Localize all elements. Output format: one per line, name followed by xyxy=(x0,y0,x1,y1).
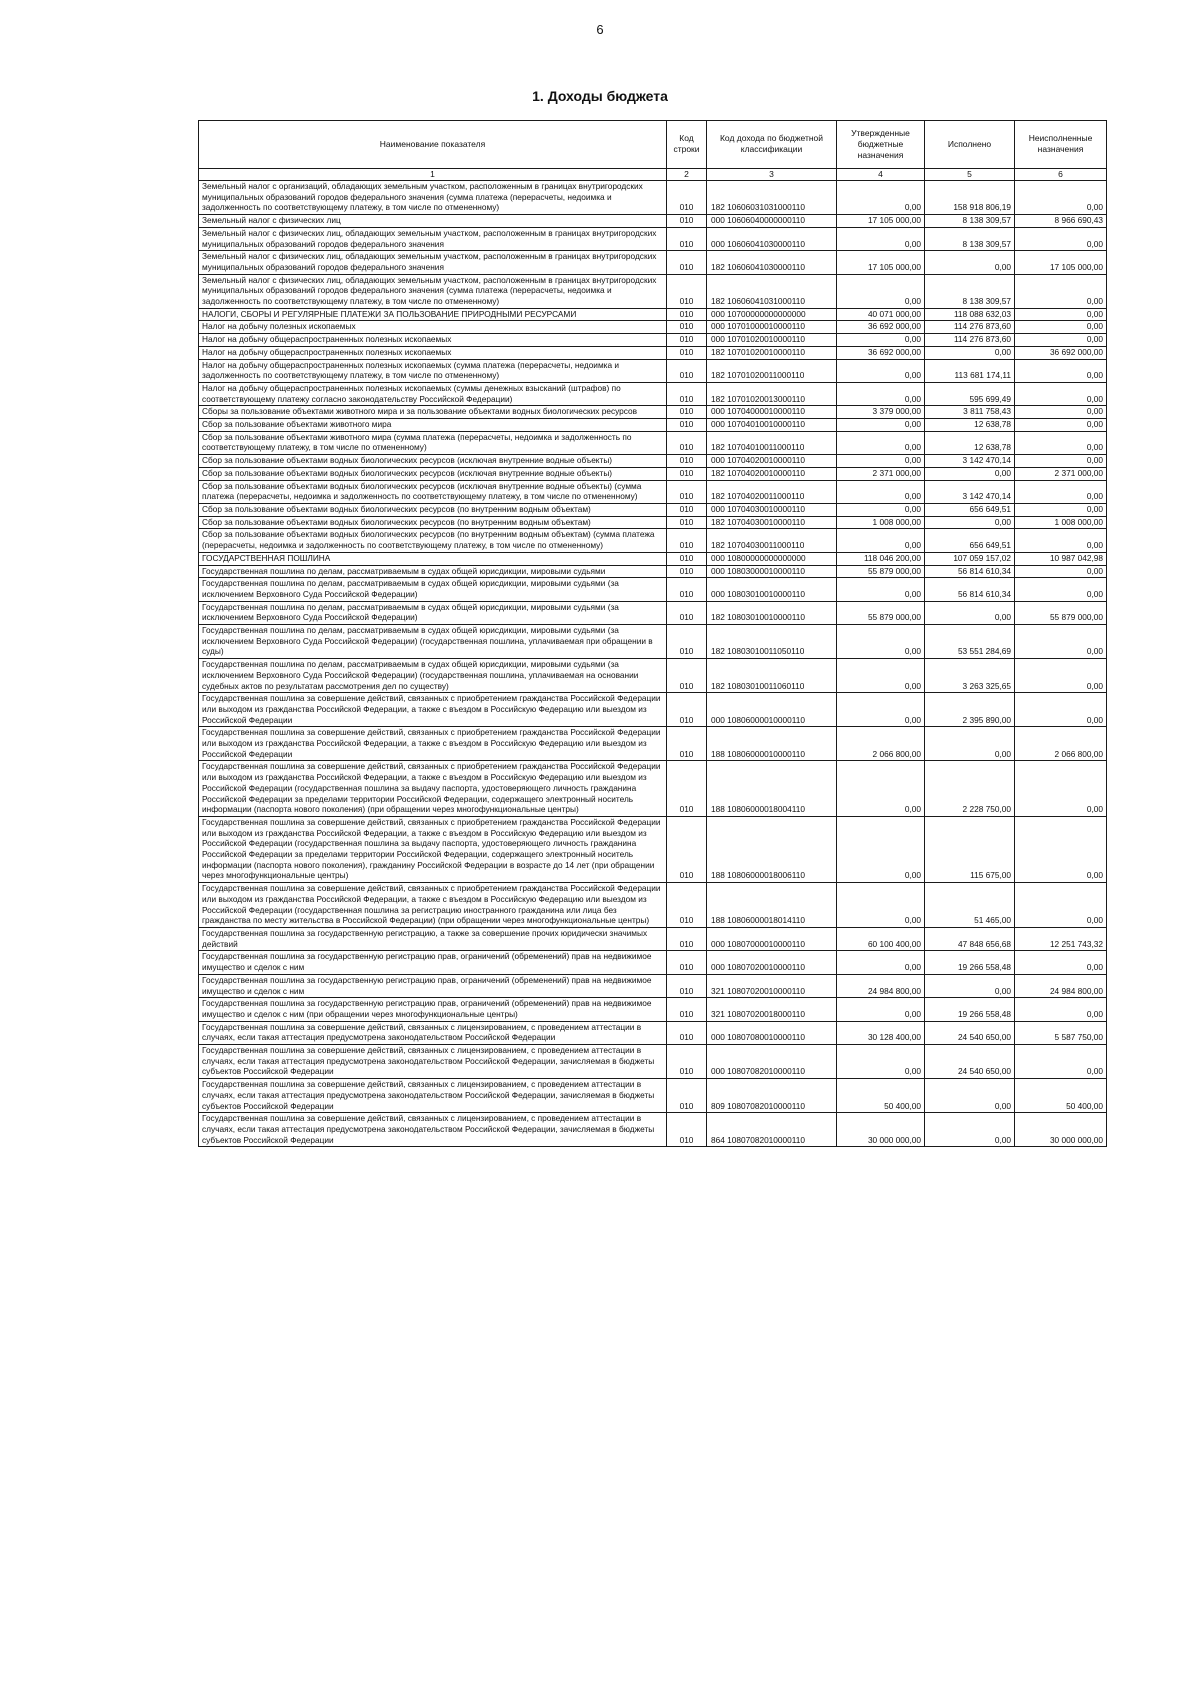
cell-approved: 0,00 xyxy=(837,274,925,308)
cell-unexecuted: 0,00 xyxy=(1015,883,1107,928)
cell-unexecuted: 0,00 xyxy=(1015,321,1107,334)
cell-executed: 656 649,51 xyxy=(925,529,1015,552)
cell-income-code: 182 10704030011000110 xyxy=(707,529,837,552)
cell-unexecuted: 0,00 xyxy=(1015,274,1107,308)
cell-indicator-name: Сбор за пользование объектами животного мира xyxy=(199,419,667,432)
cell-unexecuted: 0,00 xyxy=(1015,816,1107,882)
cell-line-code: 010 xyxy=(667,321,707,334)
cell-line-code: 010 xyxy=(667,382,707,405)
cell-unexecuted: 0,00 xyxy=(1015,565,1107,578)
cell-approved: 0,00 xyxy=(837,998,925,1021)
table-row xyxy=(199,928,1107,951)
cell-indicator-name: Государственная пошлина за совершение действий, связанных с лицензированием, с проведением аттестации в случаях, если такая аттестация предусмотрена законодательством Российской Федерации xyxy=(199,1021,667,1044)
cell-line-code: 010 xyxy=(667,274,707,308)
cell-executed: 8 138 309,57 xyxy=(925,274,1015,308)
table-row xyxy=(199,974,1107,997)
cell-income-code: 000 10606041030000110 xyxy=(707,227,837,250)
cell-income-code: 000 10803000010000110 xyxy=(707,565,837,578)
table-row xyxy=(199,951,1107,974)
table-row xyxy=(199,1113,1107,1147)
cell-approved: 55 879 000,00 xyxy=(837,565,925,578)
cell-indicator-name: Налог на добычу общераспространенных полезных ископаемых (суммы денежных взысканий (штрафов) по соответствующему платежу согласно законодательству Российской Федерации) xyxy=(199,382,667,405)
header-indicator-name: Наименование показателя xyxy=(199,121,667,169)
cell-indicator-name: Земельный налог с физических лиц, обладающих земельным участком, расположенным в границах внутригородских муниципальных образований городов федерального значения (сумма платежа (перерасчеты, недоимка и задолженность по соответствующему платежу, в том числе по отмененному) xyxy=(199,274,667,308)
table-row xyxy=(199,529,1107,552)
table-body xyxy=(199,181,1107,1147)
cell-income-code: 182 10606041030000110 xyxy=(707,251,837,274)
cell-unexecuted: 0,00 xyxy=(1015,308,1107,321)
table-header-row xyxy=(199,121,1107,169)
cell-unexecuted: 0,00 xyxy=(1015,334,1107,347)
cell-line-code: 010 xyxy=(667,1045,707,1079)
table-row xyxy=(199,406,1107,419)
cell-executed: 0,00 xyxy=(925,516,1015,529)
cell-unexecuted: 0,00 xyxy=(1015,503,1107,516)
cell-income-code: 000 10701020010000110 xyxy=(707,334,837,347)
cell-approved: 17 105 000,00 xyxy=(837,251,925,274)
cell-executed: 115 675,00 xyxy=(925,816,1015,882)
cell-unexecuted: 30 000 000,00 xyxy=(1015,1113,1107,1147)
cell-line-code: 010 xyxy=(667,1113,707,1147)
cell-unexecuted: 10 987 042,98 xyxy=(1015,552,1107,565)
cell-unexecuted: 2 371 000,00 xyxy=(1015,467,1107,480)
cell-indicator-name: Сбор за пользование объектами водных биологических ресурсов (по внутренним водным объектам) (сумма платежа (перерасчеты, недоимка и задолженность по соответствующему платежу, в том числе по отмененному) xyxy=(199,529,667,552)
table-row xyxy=(199,346,1107,359)
cell-executed: 12 638,78 xyxy=(925,419,1015,432)
cell-unexecuted: 0,00 xyxy=(1015,431,1107,454)
table-row xyxy=(199,227,1107,250)
cell-unexecuted: 55 879 000,00 xyxy=(1015,601,1107,624)
document-title: 1. Доходы бюджета xyxy=(532,88,668,104)
cell-income-code: 864 10807082010000110 xyxy=(707,1113,837,1147)
cell-income-code: 000 10704010010000110 xyxy=(707,419,837,432)
cell-executed: 656 649,51 xyxy=(925,503,1015,516)
budget-revenue-table xyxy=(198,120,1107,1147)
cell-income-code: 000 10700000000000000 xyxy=(707,308,837,321)
cell-approved: 0,00 xyxy=(837,382,925,405)
cell-unexecuted: 0,00 xyxy=(1015,181,1107,215)
cell-indicator-name: ГОСУДАРСТВЕННАЯ ПОШЛИНА xyxy=(199,552,667,565)
column-number: 4 xyxy=(837,169,925,181)
cell-line-code: 010 xyxy=(667,181,707,215)
cell-indicator-name: Государственная пошлина за совершение действий, связанных с приобретением гражданства Российской Федерации или выходом из гражданства Российской Федерации, а также с въездом в Российскую Федерацию или выездом из Российской Федерации (государственная пошлина за выдачу паспорта, удостоверяющего личность гражданина Российской Федерации за пределами территории Российской Федерации, содержащего электронный носитель информации (паспорта нового поколения), гражданину Российской Федерации в возрасте до 14 лет (при обращении через многофункциональные центры) xyxy=(199,816,667,882)
cell-approved: 36 692 000,00 xyxy=(837,346,925,359)
cell-income-code: 188 10806000018004110 xyxy=(707,761,837,817)
cell-line-code: 010 xyxy=(667,693,707,727)
cell-line-code: 010 xyxy=(667,565,707,578)
cell-line-code: 010 xyxy=(667,359,707,382)
cell-executed: 0,00 xyxy=(925,974,1015,997)
cell-approved: 36 692 000,00 xyxy=(837,321,925,334)
cell-executed: 0,00 xyxy=(925,1079,1015,1113)
cell-unexecuted: 50 400,00 xyxy=(1015,1079,1107,1113)
cell-indicator-name: Государственная пошлина по делам, рассматриваемым в судах общей юрисдикции, мировыми судьями xyxy=(199,565,667,578)
cell-indicator-name: Государственная пошлина за государственную регистрацию прав, ограничений (обременений) прав на недвижимое имущество и сделок с ним xyxy=(199,974,667,997)
table-row xyxy=(199,998,1107,1021)
cell-approved: 0,00 xyxy=(837,334,925,347)
column-number: 1 xyxy=(199,169,667,181)
cell-unexecuted: 0,00 xyxy=(1015,951,1107,974)
cell-income-code: 000 10606040000000110 xyxy=(707,215,837,228)
cell-unexecuted: 0,00 xyxy=(1015,382,1107,405)
cell-line-code: 010 xyxy=(667,552,707,565)
cell-income-code: 182 10803010011060110 xyxy=(707,659,837,693)
cell-approved: 0,00 xyxy=(837,419,925,432)
cell-line-code: 010 xyxy=(667,1079,707,1113)
cell-line-code: 010 xyxy=(667,601,707,624)
header-approved: Утвержденные бюджетные назначения xyxy=(837,121,925,169)
cell-indicator-name: Государственная пошлина за совершение действий, связанных с лицензированием, с проведением аттестации в случаях, если такая аттестация предусмотрена законодательством Российской Федерации, зачисляемая в бюджеты субъектов Российской Федерации xyxy=(199,1045,667,1079)
cell-income-code: 321 10807020010000110 xyxy=(707,974,837,997)
cell-executed: 595 699,49 xyxy=(925,382,1015,405)
cell-income-code: 000 10807020010000110 xyxy=(707,951,837,974)
cell-executed: 158 918 806,19 xyxy=(925,181,1015,215)
cell-executed: 19 266 558,48 xyxy=(925,951,1015,974)
cell-approved: 30 128 400,00 xyxy=(837,1021,925,1044)
cell-indicator-name: Государственная пошлина за совершение действий, связанных с приобретением гражданства Российской Федерации или выходом из гражданства Российской Федерации, а также с въездом в Российскую Федерацию или выездом из Российской Федерации (государственная пошлина за выдачу паспорта, удостоверяющего личность гражданина Российской Федерации за пределами территории Российской Федерации, содержащего электронный носитель информации (паспорта нового поколения) (при обращении через многофункциональные центры) xyxy=(199,761,667,817)
cell-executed: 118 088 632,03 xyxy=(925,308,1015,321)
page-number: 6 xyxy=(596,22,604,37)
cell-line-code: 010 xyxy=(667,455,707,468)
cell-line-code: 010 xyxy=(667,974,707,997)
cell-unexecuted: 24 984 800,00 xyxy=(1015,974,1107,997)
cell-income-code: 000 10704020010000110 xyxy=(707,455,837,468)
cell-indicator-name: Сбор за пользование объектами водных биологических ресурсов (исключая внутренние водные объекты) xyxy=(199,467,667,480)
cell-executed: 0,00 xyxy=(925,467,1015,480)
cell-indicator-name: Налог на добычу общераспространенных полезных ископаемых xyxy=(199,334,667,347)
cell-indicator-name: Государственная пошлина за совершение действий, связанных с лицензированием, с проведением аттестации в случаях, если такая аттестация предусмотрена законодательством Российской Федерации, зачисляемая в бюджеты субъектов Российской Федерации xyxy=(199,1113,667,1147)
cell-unexecuted: 0,00 xyxy=(1015,625,1107,659)
cell-unexecuted: 1 008 000,00 xyxy=(1015,516,1107,529)
cell-indicator-name: Земельный налог с физических лиц xyxy=(199,215,667,228)
cell-executed: 12 638,78 xyxy=(925,431,1015,454)
cell-executed: 0,00 xyxy=(925,1113,1015,1147)
cell-line-code: 010 xyxy=(667,883,707,928)
cell-executed: 113 681 174,11 xyxy=(925,359,1015,382)
cell-unexecuted: 0,00 xyxy=(1015,406,1107,419)
table-row xyxy=(199,321,1107,334)
cell-income-code: 182 10704020010000110 xyxy=(707,467,837,480)
table-row xyxy=(199,503,1107,516)
cell-indicator-name: Сбор за пользование объектами водных биологических ресурсов (по внутренним водным объектам) xyxy=(199,516,667,529)
cell-approved: 0,00 xyxy=(837,480,925,503)
cell-approved: 0,00 xyxy=(837,529,925,552)
cell-line-code: 010 xyxy=(667,251,707,274)
cell-executed: 0,00 xyxy=(925,251,1015,274)
cell-approved: 55 879 000,00 xyxy=(837,601,925,624)
column-number: 2 xyxy=(667,169,707,181)
cell-unexecuted: 0,00 xyxy=(1015,998,1107,1021)
cell-indicator-name: Государственная пошлина за совершение действий, связанных с приобретением гражданства Российской Федерации или выходом из гражданства Российской Федерации, а также с въездом в Российскую Федерацию или выездом из Российской Федерации xyxy=(199,693,667,727)
cell-executed: 0,00 xyxy=(925,727,1015,761)
table-row xyxy=(199,251,1107,274)
cell-income-code: 182 10803010010000110 xyxy=(707,601,837,624)
table-row xyxy=(199,215,1107,228)
cell-indicator-name: Государственная пошлина за государственную регистрацию прав, ограничений (обременений) прав на недвижимое имущество и сделок с ним xyxy=(199,951,667,974)
cell-income-code: 188 10806000018014110 xyxy=(707,883,837,928)
cell-approved: 3 379 000,00 xyxy=(837,406,925,419)
table-row xyxy=(199,693,1107,727)
header-unexecuted: Неисполненные назначения xyxy=(1015,121,1107,169)
cell-unexecuted: 5 587 750,00 xyxy=(1015,1021,1107,1044)
cell-line-code: 010 xyxy=(667,761,707,817)
cell-approved: 0,00 xyxy=(837,503,925,516)
cell-executed: 56 814 610,34 xyxy=(925,565,1015,578)
cell-approved: 0,00 xyxy=(837,455,925,468)
cell-indicator-name: Государственная пошлина за совершение действий, связанных с лицензированием, с проведением аттестации в случаях, если такая аттестация предусмотрена законодательством Российской Федерации, зачисляемая в бюджеты субъектов Российской Федерации xyxy=(199,1079,667,1113)
cell-indicator-name: Налог на добычу общераспространенных полезных ископаемых xyxy=(199,346,667,359)
cell-income-code: 000 10807000010000110 xyxy=(707,928,837,951)
cell-income-code: 000 10704030010000110 xyxy=(707,503,837,516)
cell-approved: 118 046 200,00 xyxy=(837,552,925,565)
table-row xyxy=(199,382,1107,405)
table-row xyxy=(199,181,1107,215)
cell-executed: 19 266 558,48 xyxy=(925,998,1015,1021)
cell-line-code: 010 xyxy=(667,334,707,347)
cell-indicator-name: Государственная пошлина за государственную регистрацию прав, ограничений (обременений) прав на недвижимое имущество и сделок с ним (при обращении через многофункциональные центры) xyxy=(199,998,667,1021)
table-row xyxy=(199,565,1107,578)
cell-approved: 30 000 000,00 xyxy=(837,1113,925,1147)
cell-executed: 8 138 309,57 xyxy=(925,215,1015,228)
cell-line-code: 010 xyxy=(667,215,707,228)
cell-line-code: 010 xyxy=(667,998,707,1021)
cell-unexecuted: 0,00 xyxy=(1015,693,1107,727)
cell-income-code: 182 10701020010000110 xyxy=(707,346,837,359)
cell-indicator-name: Государственная пошлина за совершение действий, связанных с приобретением гражданства Российской Федерации или выходом из гражданства Российской Федерации, а также с въездом в Российскую Федерацию или выездом из Российской Федерации xyxy=(199,727,667,761)
cell-line-code: 010 xyxy=(667,659,707,693)
cell-income-code: 000 10803010010000110 xyxy=(707,578,837,601)
cell-executed: 47 848 656,68 xyxy=(925,928,1015,951)
cell-indicator-name: Сбор за пользование объектами водных биологических ресурсов (исключая внутренние водные объекты) xyxy=(199,455,667,468)
table-row xyxy=(199,516,1107,529)
cell-executed: 3 142 470,14 xyxy=(925,480,1015,503)
table-row xyxy=(199,552,1107,565)
cell-income-code: 182 10606041031000110 xyxy=(707,274,837,308)
cell-indicator-name: Государственная пошлина по делам, рассматриваемым в судах общей юрисдикции, мировыми судьями (за исключением Верховного Суда Российской Федерации) xyxy=(199,601,667,624)
cell-income-code: 000 10701000010000110 xyxy=(707,321,837,334)
cell-income-code: 000 10807080010000110 xyxy=(707,1021,837,1044)
cell-indicator-name: Государственная пошлина за совершение действий, связанных с приобретением гражданства Российской Федерации или выходом из гражданства Российской Федерации, а также с въездом в Российскую Федерацию или выездом из Российской Федерации (государственная пошлина за регистрацию иностранного гражданина или лица без гражданства по месту жительства в Российской Федерации) (при обращении через многофункциональные центры) xyxy=(199,883,667,928)
header-executed: Исполнено xyxy=(925,121,1015,169)
cell-line-code: 010 xyxy=(667,727,707,761)
cell-income-code: 182 10803010011050110 xyxy=(707,625,837,659)
cell-approved: 24 984 800,00 xyxy=(837,974,925,997)
cell-line-code: 010 xyxy=(667,625,707,659)
cell-indicator-name: Государственная пошлина за государственную регистрацию, а также за совершение прочих юридически значимых действий xyxy=(199,928,667,951)
table-row xyxy=(199,1079,1107,1113)
cell-approved: 0,00 xyxy=(837,625,925,659)
cell-unexecuted: 2 066 800,00 xyxy=(1015,727,1107,761)
cell-income-code: 182 10606031031000110 xyxy=(707,181,837,215)
cell-income-code: 182 10704010011000110 xyxy=(707,431,837,454)
table-row xyxy=(199,359,1107,382)
cell-line-code: 010 xyxy=(667,308,707,321)
table-row xyxy=(199,431,1107,454)
cell-approved: 60 100 400,00 xyxy=(837,928,925,951)
cell-line-code: 010 xyxy=(667,431,707,454)
cell-line-code: 010 xyxy=(667,516,707,529)
cell-unexecuted: 0,00 xyxy=(1015,455,1107,468)
cell-unexecuted: 0,00 xyxy=(1015,359,1107,382)
cell-unexecuted: 0,00 xyxy=(1015,529,1107,552)
cell-approved: 0,00 xyxy=(837,578,925,601)
table-row xyxy=(199,727,1107,761)
cell-executed: 3 142 470,14 xyxy=(925,455,1015,468)
cell-approved: 0,00 xyxy=(837,359,925,382)
column-number-row xyxy=(199,169,1107,181)
cell-line-code: 010 xyxy=(667,951,707,974)
column-number: 3 xyxy=(707,169,837,181)
header-income-code: Код дохода по бюджетной классификации xyxy=(707,121,837,169)
column-number: 5 xyxy=(925,169,1015,181)
cell-executed: 2 228 750,00 xyxy=(925,761,1015,817)
cell-approved: 0,00 xyxy=(837,951,925,974)
table-row xyxy=(199,883,1107,928)
cell-approved: 0,00 xyxy=(837,659,925,693)
cell-approved: 1 008 000,00 xyxy=(837,516,925,529)
cell-unexecuted: 36 692 000,00 xyxy=(1015,346,1107,359)
cell-indicator-name: НАЛОГИ, СБОРЫ И РЕГУЛЯРНЫЕ ПЛАТЕЖИ ЗА ПОЛЬЗОВАНИЕ ПРИРОДНЫМИ РЕСУРСАМИ xyxy=(199,308,667,321)
cell-executed: 8 138 309,57 xyxy=(925,227,1015,250)
cell-unexecuted: 0,00 xyxy=(1015,761,1107,817)
cell-approved: 0,00 xyxy=(837,761,925,817)
cell-indicator-name: Сборы за пользование объектами животного мира и за пользование объектами водных биологических ресурсов xyxy=(199,406,667,419)
cell-income-code: 182 10704030010000110 xyxy=(707,516,837,529)
cell-income-code: 000 10800000000000000 xyxy=(707,552,837,565)
cell-income-code: 000 10704000010000110 xyxy=(707,406,837,419)
cell-line-code: 010 xyxy=(667,578,707,601)
cell-approved: 2 066 800,00 xyxy=(837,727,925,761)
cell-unexecuted: 0,00 xyxy=(1015,578,1107,601)
cell-executed: 0,00 xyxy=(925,346,1015,359)
cell-unexecuted: 12 251 743,32 xyxy=(1015,928,1107,951)
cell-approved: 2 371 000,00 xyxy=(837,467,925,480)
cell-income-code: 182 10701020013000110 xyxy=(707,382,837,405)
cell-indicator-name: Земельный налог с физических лиц, обладающих земельным участком, расположенным в границах внутригородских муниципальных образований городов федерального значения xyxy=(199,227,667,250)
cell-executed: 107 059 157,02 xyxy=(925,552,1015,565)
cell-line-code: 010 xyxy=(667,406,707,419)
cell-line-code: 010 xyxy=(667,419,707,432)
cell-executed: 114 276 873,60 xyxy=(925,334,1015,347)
cell-approved: 0,00 xyxy=(837,693,925,727)
cell-approved: 0,00 xyxy=(837,181,925,215)
table-row xyxy=(199,480,1107,503)
header-line-code: Код строки xyxy=(667,121,707,169)
table-row xyxy=(199,308,1107,321)
cell-approved: 50 400,00 xyxy=(837,1079,925,1113)
cell-executed: 3 811 758,43 xyxy=(925,406,1015,419)
cell-unexecuted: 0,00 xyxy=(1015,480,1107,503)
cell-executed: 51 465,00 xyxy=(925,883,1015,928)
cell-indicator-name: Земельный налог с физических лиц, обладающих земельным участком, расположенным в границах внутригородских муниципальных образований городов федерального значения xyxy=(199,251,667,274)
cell-indicator-name: Сбор за пользование объектами водных биологических ресурсов (по внутренним водным объектам) xyxy=(199,503,667,516)
cell-line-code: 010 xyxy=(667,529,707,552)
table-row xyxy=(199,601,1107,624)
cell-income-code: 182 10701020011000110 xyxy=(707,359,837,382)
table-row xyxy=(199,1021,1107,1044)
cell-income-code: 182 10704020011000110 xyxy=(707,480,837,503)
cell-executed: 2 395 890,00 xyxy=(925,693,1015,727)
table-row xyxy=(199,659,1107,693)
cell-line-code: 010 xyxy=(667,480,707,503)
cell-line-code: 010 xyxy=(667,503,707,516)
column-number: 6 xyxy=(1015,169,1107,181)
cell-executed: 3 263 325,65 xyxy=(925,659,1015,693)
cell-executed: 24 540 650,00 xyxy=(925,1045,1015,1079)
cell-approved: 0,00 xyxy=(837,883,925,928)
cell-line-code: 010 xyxy=(667,1021,707,1044)
cell-indicator-name: Налог на добычу полезных ископаемых xyxy=(199,321,667,334)
cell-line-code: 010 xyxy=(667,346,707,359)
cell-income-code: 809 10807082010000110 xyxy=(707,1079,837,1113)
cell-income-code: 188 10806000010000110 xyxy=(707,727,837,761)
table-row xyxy=(199,419,1107,432)
cell-income-code: 321 10807020018000110 xyxy=(707,998,837,1021)
cell-unexecuted: 0,00 xyxy=(1015,659,1107,693)
cell-income-code: 188 10806000018006110 xyxy=(707,816,837,882)
cell-indicator-name: Налог на добычу общераспространенных полезных ископаемых (сумма платежа (перерасчеты, недоимка и задолженность по соответствующему платежу, в том числе по отмененному) xyxy=(199,359,667,382)
cell-unexecuted: 17 105 000,00 xyxy=(1015,251,1107,274)
cell-unexecuted: 8 966 690,43 xyxy=(1015,215,1107,228)
table-row xyxy=(199,467,1107,480)
cell-income-code: 000 10806000010000110 xyxy=(707,693,837,727)
cell-approved: 40 071 000,00 xyxy=(837,308,925,321)
table-row xyxy=(199,334,1107,347)
cell-unexecuted: 0,00 xyxy=(1015,1045,1107,1079)
cell-executed: 24 540 650,00 xyxy=(925,1021,1015,1044)
table-row xyxy=(199,761,1107,817)
cell-indicator-name: Земельный налог с организаций, обладающих земельным участком, расположенным в границах внутригородских муниципальных образований городов федерального значения (сумма платежа (перерасчеты, недоимка и задолженность по соответствующему платежу, в том числе по отмененному) xyxy=(199,181,667,215)
cell-executed: 0,00 xyxy=(925,601,1015,624)
cell-line-code: 010 xyxy=(667,227,707,250)
cell-executed: 56 814 610,34 xyxy=(925,578,1015,601)
cell-line-code: 010 xyxy=(667,928,707,951)
cell-unexecuted: 0,00 xyxy=(1015,419,1107,432)
cell-approved: 17 105 000,00 xyxy=(837,215,925,228)
cell-approved: 0,00 xyxy=(837,1045,925,1079)
cell-indicator-name: Государственная пошлина по делам, рассматриваемым в судах общей юрисдикции, мировыми судьями (за исключением Верховного Суда Российской Федерации) (государственная пошлина, уплачиваемая при обращении в суды) xyxy=(199,625,667,659)
table-row xyxy=(199,578,1107,601)
table-row xyxy=(199,816,1107,882)
cell-indicator-name: Сбор за пользование объектами водных биологических ресурсов (исключая внутренние водные объекты) (сумма платежа (перерасчеты, недоимка и задолженность по соответствующему платежу, в том числе по отмененному) xyxy=(199,480,667,503)
cell-unexecuted: 0,00 xyxy=(1015,227,1107,250)
cell-approved: 0,00 xyxy=(837,816,925,882)
cell-indicator-name: Государственная пошлина по делам, рассматриваемым в судах общей юрисдикции, мировыми судьями (за исключением Верховного Суда Российской Федерации) (государственная пошлина, уплачиваемая на основании судебных актов по результатам рассмотрения дел по существу) xyxy=(199,659,667,693)
cell-approved: 0,00 xyxy=(837,431,925,454)
cell-income-code: 000 10807082010000110 xyxy=(707,1045,837,1079)
table-row xyxy=(199,274,1107,308)
table-row xyxy=(199,625,1107,659)
cell-indicator-name: Сбор за пользование объектами животного мира (сумма платежа (перерасчеты, недоимка и задолженность по соответствующему платежу, в том числе по отмененному) xyxy=(199,431,667,454)
cell-executed: 53 551 284,69 xyxy=(925,625,1015,659)
cell-line-code: 010 xyxy=(667,467,707,480)
cell-executed: 114 276 873,60 xyxy=(925,321,1015,334)
cell-indicator-name: Государственная пошлина по делам, рассматриваемым в судах общей юрисдикции, мировыми судьями (за исключением Верховного Суда Российской Федерации) xyxy=(199,578,667,601)
table-row xyxy=(199,455,1107,468)
cell-approved: 0,00 xyxy=(837,227,925,250)
table-row xyxy=(199,1045,1107,1079)
cell-line-code: 010 xyxy=(667,816,707,882)
